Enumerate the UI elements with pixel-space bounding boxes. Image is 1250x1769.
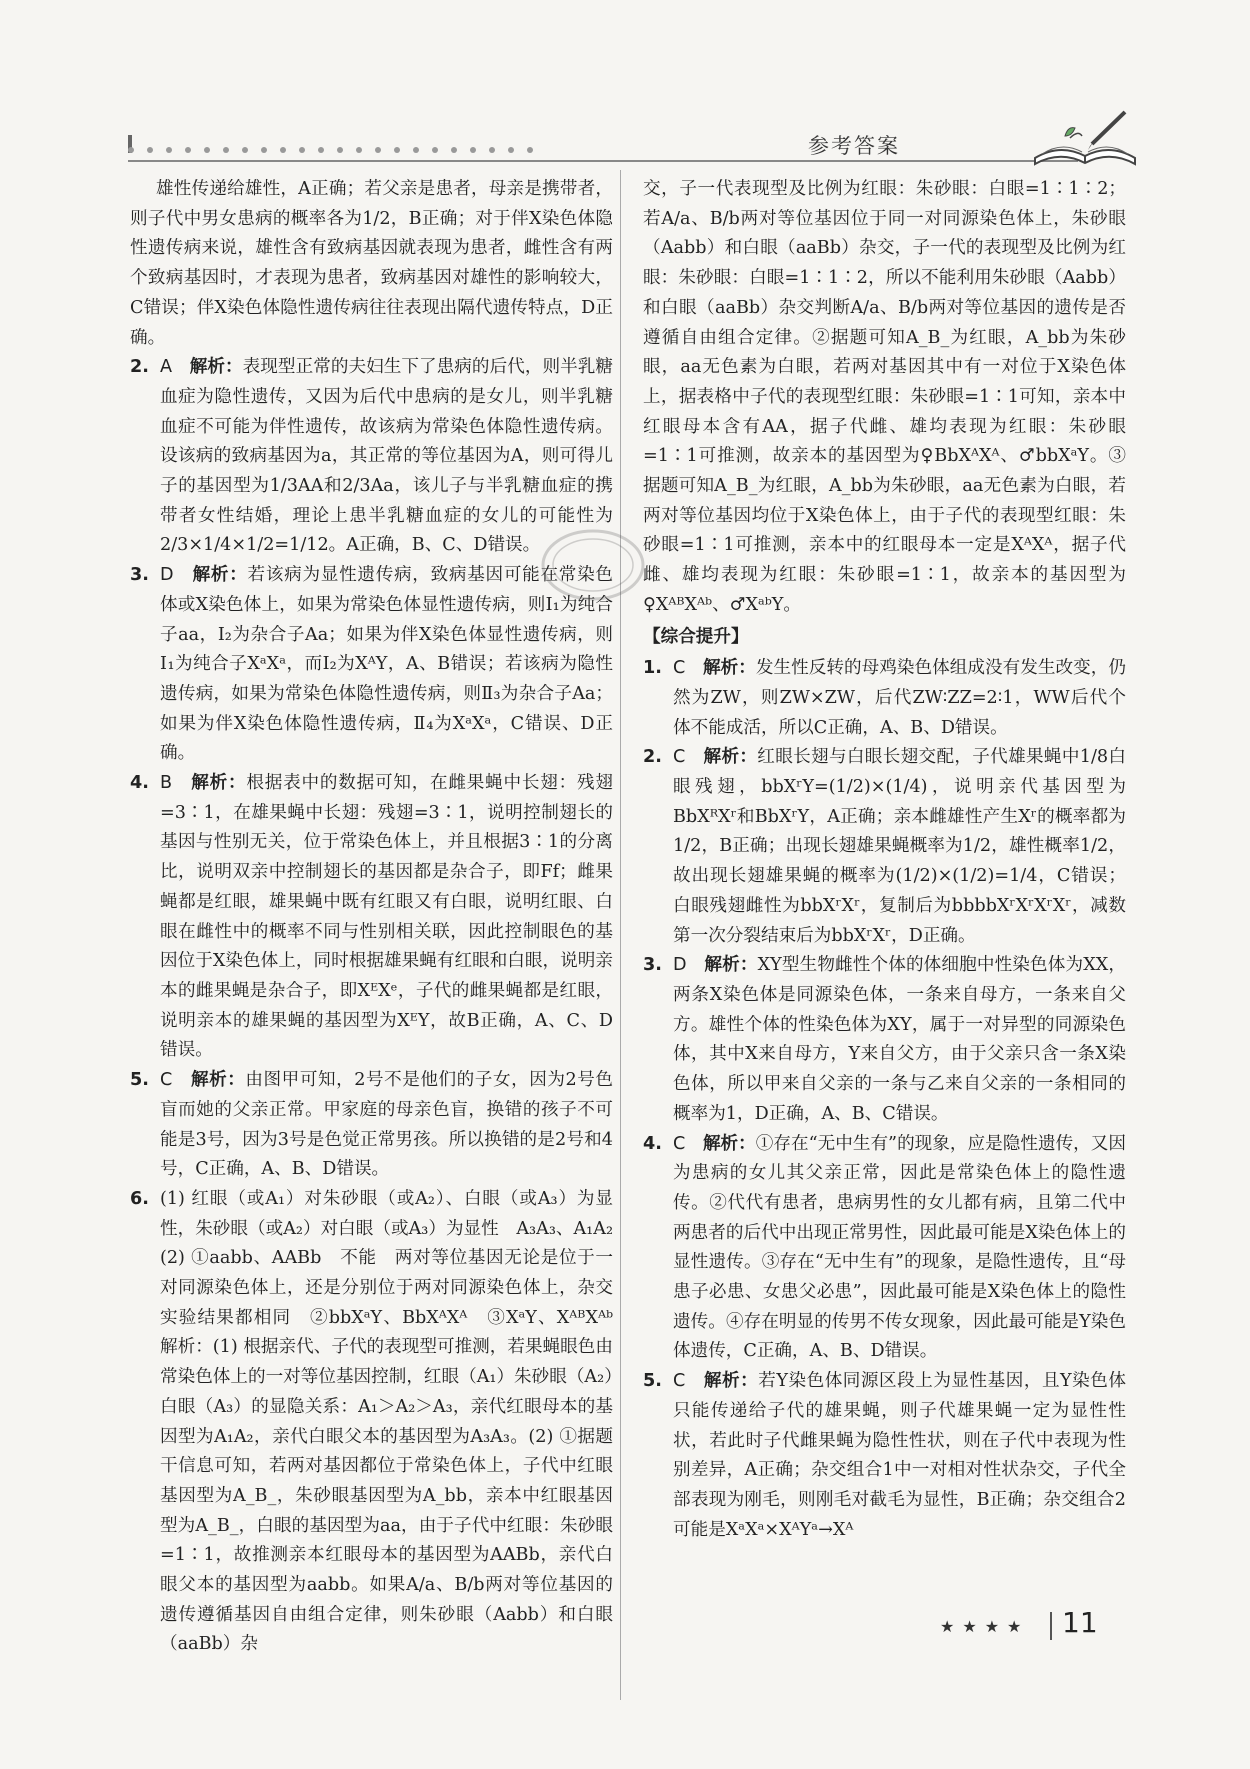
item-label: 解析： [190,1070,246,1091]
item-text: (1) 红眼（或A₁）对朱砂眼（或A₂）、白眼（或A₃）为显性，朱砂眼（或A₂）对白眼（或A₃）为显性 A₃A₃、A₁A₂ (2) ①aabb、AABb 不能 两对等位基因无论是位于一对同源染色体上，还是分别位于两对同源染色体上，杂交实验结果都相同 ②bbXᵃY、BbXᴬXᴬ ③XᵃY、XᴬᴮXᴬᵇ 解析：(1) 根据亲代、子代的表现型可推测，若果蝇眼色由常染色体上的一对等位基因控制，红眼（A₁）朱砂眼（A₂）白眼（A₃）的显隐关系：A₁＞A₂＞A₃，亲代红眼母本的基因型为A₁A₂，亲代白眼父本的基因型为A₃A₃。(2) ①据题干信息可知，若两对基因都位于常染色体上，子代中红眼基因型为A_B_，朱砂眼基因型为A_bb，亲本中红眼基因型为A_B_，白眼的基因型为aa，由于子代中红眼：朱砂眼=1∶1，故推测亲本红眼母本的基因型为AABb，亲代白眼父本的基因型为aabb。如果A/a、B/b两对等位基因的遗传遵循基因自由组合定律，则朱砂眼（Aabb）和白眼（aaBb）杂 [160,1188,631,1655]
item-answer: B [160,773,173,794]
answer-item [643,951,1126,1129]
item-answer: C [160,1070,173,1091]
item-label: 解析： [703,747,758,768]
answer-item [130,1185,631,1660]
item-answer: C [673,747,686,768]
item-number: 1. [643,658,662,679]
item-answer: C [673,1133,686,1154]
item-label: 解析： [189,357,243,378]
item-label: 解析： [191,773,247,794]
item-text: 若Y染色体同源区段上为显性基因，且Y染色体只能传递给子代的雄果蝇，则子代雄果蝇一定为显性性状，若此时子代雌果蝇为隐性性状，则在子代中表现为性别差异，A正确；杂交组合1中一对相对性状杂交，子代全部表现为刚毛，则刚毛对截毛为显性，B正确；杂交组合2可能是XᵃXᵃ×XᴬYᵃ→Xᴬ [673,1371,1126,1540]
item-number: 6. [130,1188,149,1209]
para-text: 雄性传递给雄性，A正确；若父亲是患者，母亲是携带者，则子代中男女患病的概率各为1/2，B正确；对于伴X染色体隐性遗传病来说，雄性含有致病基因就表现为患者，雌性含有两个致病基因时，才表现为患者，致病基因对雄性的影响较大，C错误；伴X染色体隐性遗传病往往表现出隔代遗传特点，D正确。 [130,179,613,348]
item-answer: D [673,955,687,976]
header-dots [128,138,546,157]
item-label: 解析： [704,955,758,976]
item-number: 5. [643,1371,662,1392]
header-title: 参考答案 [808,134,900,158]
item-text: 若该病为显性遗传病，致病基因可能在常染色体或X染色体上，如果为常染色体显性遗传病，则Ⅰ₁为纯合子aa，I₂为杂合子Aa；如果为伴X染色体显性遗传病，则Ⅰ₁为纯合子XᵃXᵃ，而I₂为XᴬY，A、B错误；若该病为隐性遗传病，如果为常染色体隐性遗传病，则Ⅱ₃为杂合子Aa；如果为伴X染色体隐性遗传病，Ⅱ₄为XᵃXᵃ，C错误、D正确。 [160,565,613,764]
item-number: 4. [130,773,149,794]
column-divider [620,170,621,1700]
item-number: 3. [643,955,662,976]
page-number: 11 [1062,1606,1098,1639]
item-text: 根据表中的数据可知，在雌果蝇中长翅：残翅=3∶1，在雄果蝇中长翅：残翅=3∶1，说明控制翅长的基因与性别无关，位于常染色体上，并且根据3∶1的分离比，说明双亲中控制翅长的基因都是杂合子，即Ff；雌果蝇都是红眼，雄果蝇中既有红眼又有白眼，说明红眼、白眼在雌性中的概率不同与性别相关联，因此控制眼色的基因位于X染色体上，同时根据雄果蝇有红眼和白眼，说明亲本的雌果蝇是杂合子，即XᴱXᵉ，子代的雌果蝇都是红眼，说明亲本的雄果蝇的基因型为XᴱY，故B正确，A、C、D错误。 [160,773,613,1061]
answer-item [643,654,1126,743]
item-answer: D [160,565,174,586]
watermark-stamp-icon [538,525,648,605]
item-number: 2. [643,747,662,768]
right-continuation [643,175,1126,621]
item-text: 红眼长翅与白眼长翅交配，子代雄果蝇中1/8白眼残翅，bbXʳY=(1/2)×(1/4)，说明亲代基因型为BbXᴿXʳ和BbXʳY，A正确；亲本雌雄性产生Xʳ的概率都为1/2，B正确；出现长翅雄果蝇概率为1/2，雄性概率1/2，故出现长翅雄果蝇的概率为(1/2)×(1/2)=1/4，C错误；白眼残翅雌性为bbXʳXʳ，复制后为bbbbXʳXʳXʳXʳ，减数第一次分裂结束后为bbXʳXʳ，D正确。 [673,747,1126,946]
answer-item [643,743,1126,951]
header-rule [128,160,1078,162]
answer-item [130,1066,613,1185]
item-label: 解析： [702,658,756,679]
item-text: XY型生物雌性个体的体细胞中性染色体为XX，两条X染色体是同源染色体，一条来自母方，一条来自父方。雄性个体的性染色体为XY，属于一对异型的同源染色体，其中X来自母方，Y来自父方，由于父亲只含一条X染色体，所以甲来自父亲的一条与乙来自父亲的一条相同的概率为1，D正确，A、B、C错误。 [673,955,1126,1124]
item-text: 由图甲可知，2号不是他们的子女，因为2号色盲而她的父亲正常。甲家庭的母亲色盲，换错的孩子不可能是3号，因为3号是色觉正常男孩。所以换错的是2号和4号，C正确，A、B、D错误。 [160,1070,613,1180]
item-text: 表现型正常的夫妇生下了患病的后代，则半乳糖血症为隐性遗传，又因为后代中患病的是女儿，则半乳糖血症不可能为伴性遗传，故该病为常染色体隐性遗传病。设该病的致病基因为a，其正常的等位基因为A，则可得儿子的基因型为1/3AA和2/3Aa，该儿子与半乳糖血症的携带者女性结婚，理论上患半乳糖血症的女儿的可能性为2/3×1/4×1/2=1/12。A正确，B、C、D错误。 [160,357,613,556]
item-label: 解析： [192,565,248,586]
page-header [0,0,1250,170]
item-number: 4. [643,1133,662,1154]
item-number: 3. [130,565,149,586]
book-pencil-icon [1030,108,1140,170]
left-column [130,175,631,1660]
right-column [643,175,1126,1545]
item-text: 发生性反转的母鸡染色体组成没有发生改变，仍然为ZW，则ZW×ZW，后代ZW∶ZZ=2∶1，WW后代个体不能成活，所以C正确，A、B、D错误。 [673,658,1126,738]
para-text: 交，子一代表现型及比例为红眼：朱砂眼：白眼=1∶1∶2；若A/a、B/b两对等位基因位于同一对同源染色体上，朱砂眼（Aabb）和白眼（aaBb）杂交，子一代的表现型及比例为红眼：朱砂眼：白眼=1∶1∶2，所以不能利用朱砂眼（Aabb）和白眼（aaBb）杂交判断A/a、B/b两对等位基因的遗传是否遵循自由组合定律。②据题可知A_B_为红眼，A_bb为朱砂眼，aa无色素为白眼，若两对基因其中有一对位于X染色体上，据表格中子代的表现型红眼：朱砂眼=1∶1可知，亲本中红眼母本含有AA，据子代雌、雄均表现为红眼：朱砂眼=1∶1可推测，故亲本的基因型为♀BbXᴬXᴬ、♂bbXᵃY。③据题可知A_B_为红眼，A_bb为朱砂眼，aa无色素为白眼，若两对等位基因均位于X染色体上，由于子代的表现型红眼：朱砂眼=1∶1可推测，亲本中的红眼母本一定是XᴬXᴬ，据子代雌、雄均表现为红眼：朱砂眼=1∶1，故亲本的基因型为♀XᴬᴮXᴬᵇ、♂XᵃᵇY。 [643,179,1126,615]
footer-bar [1050,1612,1052,1640]
answer-item [643,1367,1126,1545]
item-label: 解析： [703,1371,759,1392]
item-number: 5. [130,1070,149,1091]
item-label: 解析： [702,1133,756,1154]
item-text: ①存在“无中生有”的现象，应是隐性遗传，又因为患病的女儿其父亲正常，因此是常染色体上的隐性遗传。②代代有患者，患病男性的女儿都有病，且第二代中两患者的后代中出现正常男性，因此最可能是X染色体上的显性遗传。③存在“无中生有”的现象，是隐性遗传，且“母患子必患、女患父必患”，因此最可能是X染色体上的隐性遗传。④存在明显的传男不传女现象，因此最可能是Y染色体遗传，C正确，A、B、D错误。 [673,1133,1126,1362]
footer-stars: ★★★★ [940,1617,1030,1636]
left-continuation [130,175,613,353]
answer-item [130,769,613,1066]
item-number: 2. [130,357,149,378]
item-answer: A [160,357,173,378]
item-answer: C [673,1371,686,1392]
answer-item [643,1130,1126,1368]
item-answer: C [673,658,686,679]
section-heading: 【综合提升】 [643,626,749,647]
